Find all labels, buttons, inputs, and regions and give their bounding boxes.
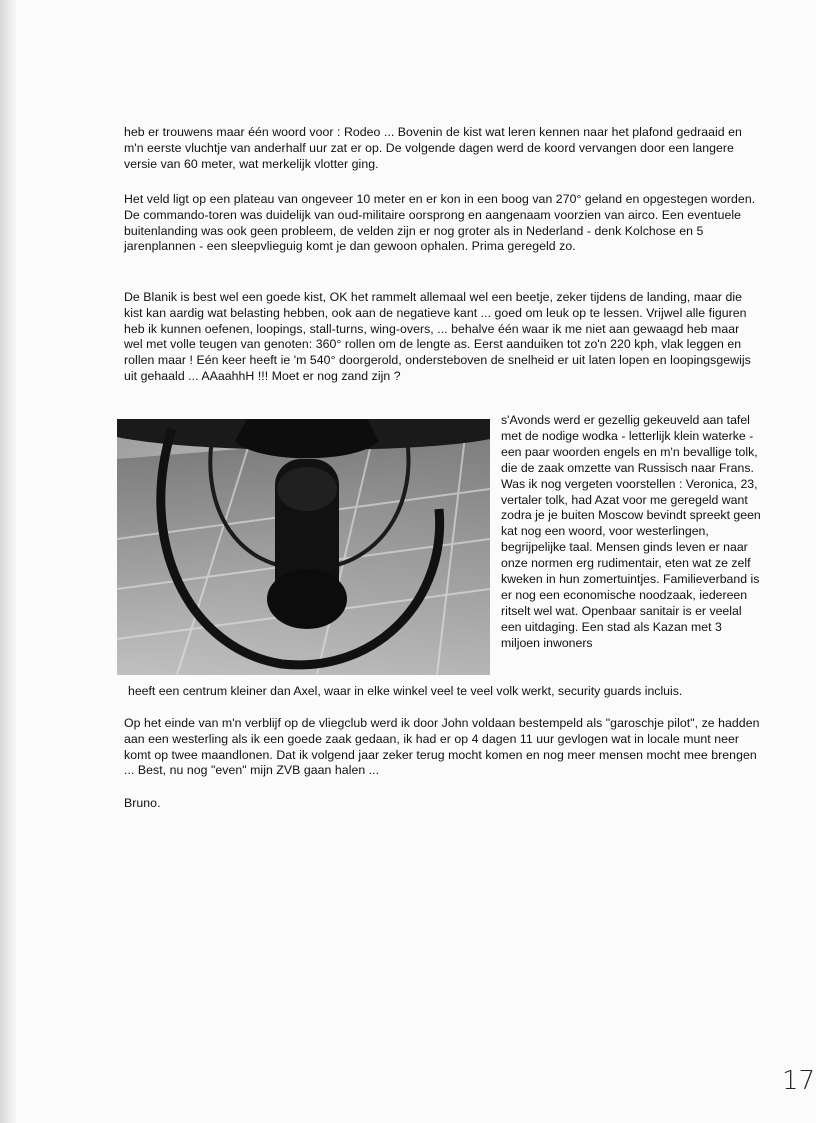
page-edge-shadow [0,0,16,1123]
paragraph-rodeo: heb er trouwens maar één woord voor : Rodeo ... Bovenin de kist wat leren kennen naar het plafond gedraaid en m'n eerste vluchtje van anderhalf uur zat er op. De volgende dagen werd de koord vervangen door een langere versie van 60 meter, wat merkelijk vlotter ging. [124,125,742,171]
paragraph-continuation: heeft een centrum kleiner dan Axel, waar in elke winkel veel te veel volk werkt, security guards incluis. [128,684,683,698]
side-column-text: s'Avonds werd er gezellig gekeuveld aan tafel met de nodige wodka - letterlijk klein waterke - een paar woorden engels en m'n bevallige tolk, die de zaak omzette van Russisch naar Frans. Was ik nog vergeten voorstellen : Veronica, 23, vertaler tolk, had Azat voor me geregeld want zodra je je buiten Moscow bevindt spreekt geen kat nog een woord, voor westerlingen, begrijpelijke taal. Mensen ginds leven er naar onze normen erg rudimentair, eten wat ze zelf kweken in hun zomertuintjes. Familieverband is er nog een economische noodzaak, iedereen ritselt wel wat. Openbaar sanitair is er veelal een uitdaging. Een stad als Kazan met 3 miljoen inwoners [501,413,761,650]
cockpit-photo [117,419,490,675]
cockpit-photo-illustration [117,419,490,675]
page-number: 17 [782,1066,816,1096]
paragraph-veld: Het veld ligt op een plateau van ongeveer 10 meter en er kon in een boog van 270° geland en opgestegen worden. De commando-toren was duidelijk van oud-militaire oorsprong en aangenaam voorzien van airco. Een eventuele buitenlanding was ook geen probleem, de velden zijn er nog groter als in Nederland - denk Kolchose en 5 jarenplannen - een sleepvlieguig komt je dan gewoon ophalen. Prima geregeld zo. [124,192,756,254]
paragraph-blanik: De Blanik is best wel een goede kist, OK het rammelt allemaal wel een beetje, zeker tijdens de landing, maar die kist kan aardig wat belasting hebben, ook aan de negatieve kant ... goed om leuk op te lessen. Vrijwel alle figuren heb ik kunnen oefenen, loopings, stall-turns, wing-overs, ... behalve één waar ik me niet aan gewaagd heb maar wel met volle teugen van genoten: 360° rollen om de lengte as. Eerst aanduiken tot zo'n 220 kph, vlak leggen en rollen maar ! Eén keer heeft ie 'm 540° doorgerold, ondersteboven de snelheid er uit laten lopen en loopingsgewijs uit gehaald ... AAaahhH !!! Moet er nog zand zijn ? [124,290,751,383]
paragraph-closing: Op het einde van m'n verblijf op de vliegclub werd ik door John voldaan bestempeld als "garoschje pilot", ze hadden aan een westerling als ik een goede zaak gedaan, ik had er op 4 dagen 11 uur gevlogen wat in locale munt neer komt op twee maandlonen. Dat ik volgend jaar zeker terug mocht komen en nog meer mensen mocht mee brengen ... Best, nu nog "even" mijn ZVB gaan halen ... [124,716,760,778]
signature: Bruno. [124,796,161,810]
